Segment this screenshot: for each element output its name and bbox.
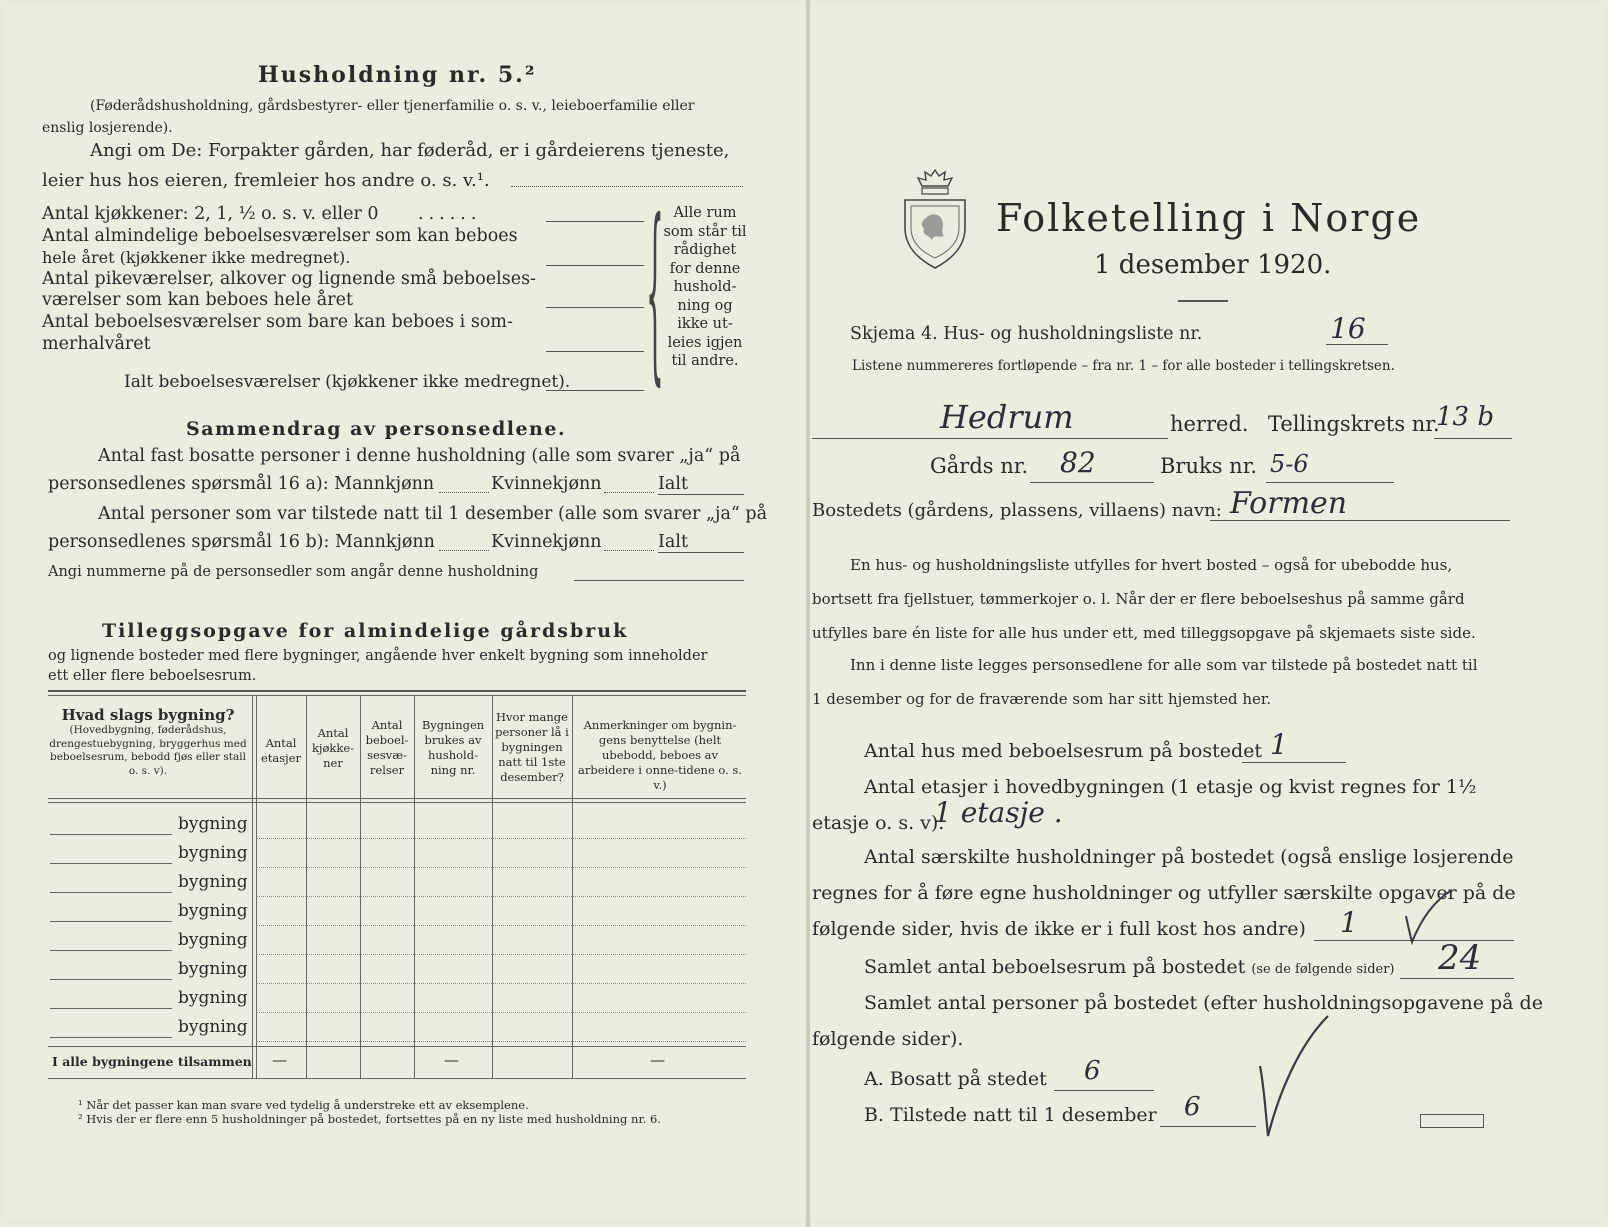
col-divider [306,696,307,1078]
floors-question-1: Antal etasjer i hovedbygningen (1 etasje og kvist regnes for 1½ [864,776,1477,798]
small-rooms-label: Antal pikeværelser, alkover og lignende små beboelses- [42,269,536,289]
building-row-rule [256,1012,746,1013]
schema-number: 16 [1330,312,1366,345]
census-date: 1 desember 1920. [1094,250,1332,280]
table-top-rule [48,690,746,692]
summer-rooms-label-2: merhalvåret [42,334,151,354]
total-floors-dash: — [272,1051,287,1069]
persons-question-2: følgende sider). [812,1028,964,1050]
permanent-total-label: Ialt [658,474,688,494]
schema-label: Skjema 4. Hus- og husholdningsliste nr. [850,324,1203,344]
col-divider [360,696,361,1078]
houses-line [1242,762,1346,763]
instruction-2b: 1 desember og for de fraværende som har sitt hjemsted her. [812,690,1272,708]
households-question-1: Antal særskilte husholdninger på bostedet (også enslige losjerende [864,846,1514,868]
brace-note-line: ikke ut- [677,316,733,332]
brace-note-line: leies igjen [667,334,743,351]
summary-present-1: Antal personer som var tilstede natt til 1 desember (alle som svarer „ja“ på [98,504,768,524]
table-total-rule [48,1046,746,1047]
brace-note-line: Alle rum [673,205,737,221]
rooms-line [1400,978,1514,979]
bruks-label: Bruks nr. [1160,454,1258,478]
ordinary-rooms-label: Antal almindelige beboelsesværelser som kan beboes [42,226,518,246]
footnote-2: ² Hvis der er flere enn 5 husholdninger på bostedet, fortsettes på en ny liste med husholdning nr. 6. [78,1112,661,1126]
building-row-rule [256,896,746,897]
col-header-building-type [48,706,248,778]
small-answer-line [546,307,644,308]
rooms-question-label: Samlet antal beboelsesrum på bostedet [864,956,1246,978]
building-row-label: bygning [178,872,248,892]
col-header-building-title: Hvad slags bygning? [61,706,235,724]
households-question-3: følgende sider, hvis de ikke er i full kost hos andre) [812,918,1306,940]
building-row-rule [256,983,746,984]
present-male-line [439,550,489,551]
building-row-label: bygning [178,959,248,979]
extra-title: Tilleggsopgave for almindelige gårdsbruk [102,620,629,642]
small-rooms-label-2: værelser som kan beboes hele året [42,290,353,310]
bruks-value: 5-6 [1270,450,1309,478]
col-divider [414,696,415,1078]
instruction-1b: bortsett fra fjellstuer, tømmerkojer o. l. Når der er flere beboelseshus på samme gård [812,590,1465,608]
building-row-line [50,979,172,980]
bosted-value: Formen [1230,486,1348,521]
houses-value: 1 [1270,728,1288,761]
left-page [6,6,806,1218]
permanent-female-line [604,492,654,493]
listene-note: Listene nummereres fortløpende – fra nr. 1 – for alle bosteder i tellingskretsen. [852,358,1395,374]
check-mark-icon [1400,886,1460,946]
brace-note-line: ning og [677,297,733,314]
instruction-2a: Inn i denne liste legges personsedlene for alle som var tilstede på bostedet natt til [850,656,1478,674]
brace-note [660,204,750,371]
resident-label: A. Bosatt på stedet [864,1068,1047,1090]
total-household-dash: — [444,1051,459,1069]
kitchens-dots: ...... [418,204,482,224]
col-divider [252,696,253,1078]
rooms-question [864,956,1395,978]
present-total-label: Ialt [658,532,688,552]
summer-rooms-label: Antal beboelsesværelser som bare kan beboes i som- [42,312,513,332]
building-row-line [50,892,172,893]
summary-permanent-2: personsedlenes spørsmål 16 a): Mannkjønn [48,474,435,494]
col-header-remarks: Anmerkninger om bygnin-gens benyttelse (helt ubebodd, beboes av arbeidere i onne-tidene o. s. v.) [577,718,742,792]
ordinary-rooms-label-2: hele året (kjøkkener ikke medregnet). [42,248,351,267]
brace-note-line: til andre. [671,353,739,369]
table-bottom-rule [48,1078,746,1079]
building-row-line [50,863,172,864]
building-row-label: bygning [178,1017,248,1037]
bruks-line [1266,482,1394,483]
resident-value: 6 [1084,1056,1101,1086]
building-row-line [50,1037,172,1038]
permanent-male-line [439,492,489,493]
tellingskrets-value: 13 b [1436,402,1494,432]
table-total-label: I alle bygningene tilsammen [52,1054,252,1069]
persons-question-1: Samlet antal personer på bostedet (efter husholdningsopgavene på de [864,992,1543,1014]
instruction-1a: En hus- og husholdningsliste utfylles for hvert bosted – også for ubebodde hus, [850,556,1453,574]
rooms-value: 24 [1438,938,1482,978]
building-row-rule [256,838,746,839]
rooms-question-note: (se de følgende sider) [1251,962,1395,977]
building-row-label: bygning [178,930,248,950]
gards-label: Gårds nr. [930,454,1029,478]
col-divider [256,696,257,1078]
angi-nummerne-line [574,580,744,581]
extra-subtitle-1: og lignende bosteder med flere bygninger, angående hver enkelt bygning som inneholder [48,648,708,664]
houses-question: Antal hus med beboelsesrum på bostedet [864,740,1263,762]
col-header-rooms: Antal beboel-sesvæ-relser [365,718,409,777]
coat-of-arms-icon [900,162,970,272]
col-header-kitchens: Antal kjøkke-ner [311,726,355,770]
present-female-label: Kvinnekjønn [491,532,602,552]
angi-nummerne: Angi nummerne på de personsedler som angår denne husholdning [48,564,539,580]
col-divider [572,696,573,1078]
summary-title: Sammendrag av personsedlene. [186,418,567,440]
building-row-rule [256,867,746,868]
tellingskrets-line [1434,438,1512,439]
extra-subtitle-2: ett eller flere beboelsesrum. [48,668,257,684]
permanent-female-label: Kvinnekjønn [491,474,602,494]
building-row-line [50,950,172,951]
kitchens-answer-line [546,221,644,222]
summary-present-2: personsedlenes spørsmål 16 b): Mannkjønn [48,532,435,552]
form-title: Folketelling i Norge [996,196,1422,240]
households-question-2: regnes for å føre egne husholdninger og utfyller særskilte opgaver på de [812,882,1516,904]
building-row-rule [256,1041,746,1042]
tenure-question-2: leier hus hos eieren, fremleier hos andre o. s. v.¹. [42,170,490,191]
gards-value: 82 [1060,446,1096,479]
table-header-rule [48,798,746,799]
present-label: B. Tilstede natt til 1 desember [864,1104,1157,1126]
check-mark-icon [1220,1006,1340,1146]
instruction-1c: utfylles bare én liste for alle hus under ett, med tilleggsopgave på skjemaets siste side. [812,624,1476,642]
building-row-line [50,921,172,922]
building-row-label: bygning [178,843,248,863]
building-row-label: bygning [178,901,248,921]
col-header-persons: Hvor mange personer lå i bygningen natt til 1ste desember? [495,710,569,784]
present-total-line [658,552,744,553]
building-row-rule [256,954,746,955]
present-female-line [604,550,654,551]
bosted-label: Bostedets (gårdens, plassens, villaens) navn: [812,500,1222,521]
ordinary-answer-line [546,265,644,266]
present-value: 6 [1184,1092,1201,1122]
footnote-1: ¹ Når det passer kan man svare ved tydelig å understreke ett av eksemplene. [78,1098,529,1112]
tellingskrets-label: Tellingskrets nr. [1268,412,1440,436]
gards-line [1030,482,1154,483]
brace-note-line: rådighet [673,242,737,258]
tenure-answer-line [511,186,743,187]
summer-answer-line [546,351,644,352]
title-rule [1178,300,1228,302]
household-title: Husholdning nr. 5.² [258,62,537,88]
herred-line [812,438,1168,439]
col-header-household: Bygningen brukes av hushold-ning nr. [421,718,485,777]
building-row-label: bygning [178,988,248,1008]
brace-note-line: hushold- [673,279,737,295]
building-row-line [50,1008,172,1009]
total-rooms-answer-line [546,390,644,391]
summary-permanent-1: Antal fast bosatte personer i denne husholdning (alle som svarer „ja“ på [98,446,741,466]
brace-note-line: som står til [663,223,747,240]
building-row-label: bygning [178,814,248,834]
resident-line [1054,1090,1154,1091]
total-remarks-dash: — [650,1051,665,1069]
col-header-floors: Antal etasjer [260,736,302,765]
herred-label: herred. [1170,412,1249,436]
household-intro-2: enslig losjerende). [42,120,173,136]
table-header-rule-2 [48,802,746,803]
floors-question-2: etasje o. s. v). [812,812,945,834]
households-value: 1 [1340,906,1358,939]
floors-value: 1 etasje . [934,796,1063,829]
building-row-line [50,834,172,835]
brace: { [646,179,664,403]
brace-note-line: for denne [669,260,741,277]
table-top-rule-2 [48,695,746,696]
total-rooms-label: Ialt beboelsesværelser (kjøkkener ikke medregnet). [124,372,571,392]
col-header-building-sub: (Hovedbygning, føderådshus, drengestuebygning, bryggerhus med beboelsesrum, bebodd fjøs eller stall o. s. v). [49,724,247,777]
col-divider [492,696,493,1078]
right-page [810,6,1602,1218]
kitchens-label: Antal kjøkkener: 2, 1, ½ o. s. v. eller 0 [42,204,379,224]
building-row-rule [256,925,746,926]
permanent-total-line [658,494,744,495]
tenure-question-1: Angi om De: Forpakter gården, har føderåd, er i gårdeierens tjeneste, [90,140,730,161]
herred-value: Hedrum [940,398,1074,436]
printer-stamp [1420,1114,1484,1128]
household-intro: (Føderådshusholdning, gårdsbestyrer- eller tjenerfamilie o. s. v., leieboerfamilie eller [90,98,695,114]
